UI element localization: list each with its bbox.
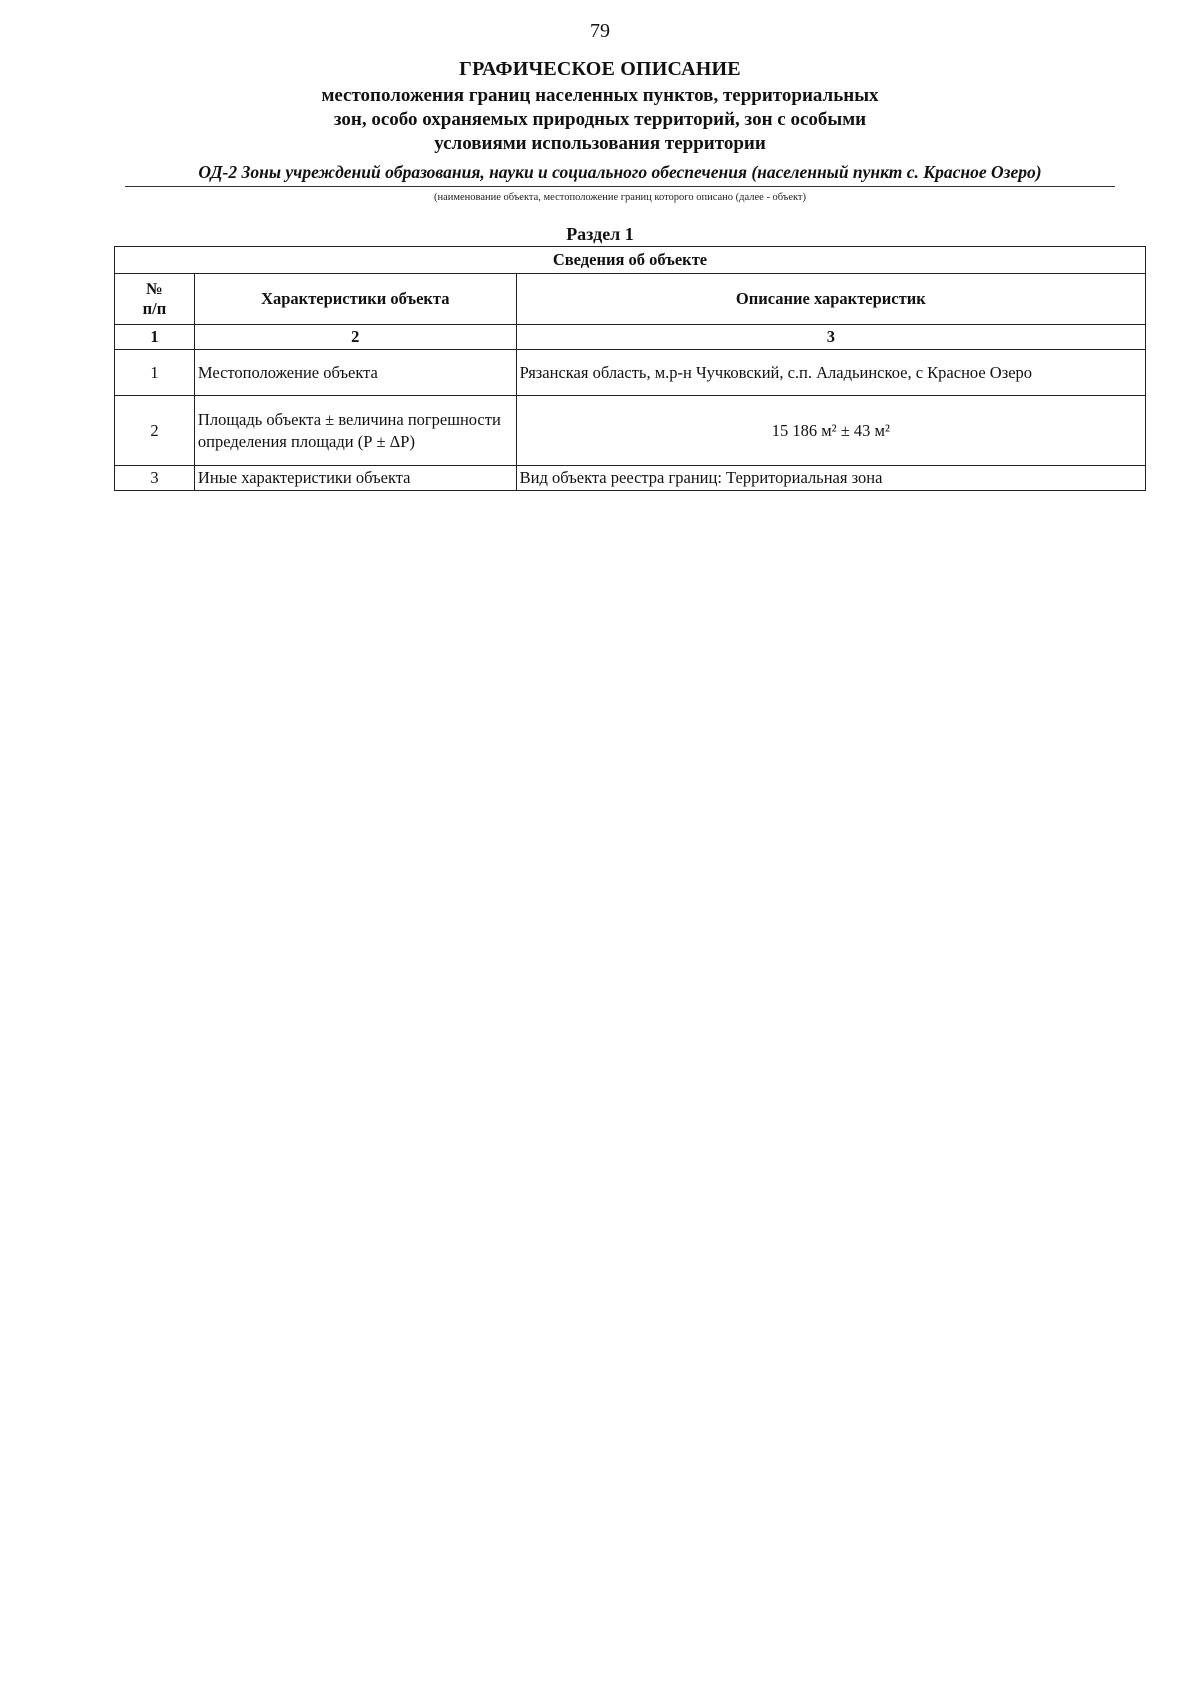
section-label: Раздел 1 [566, 224, 634, 244]
header-characteristics: Характеристики объекта [194, 274, 516, 325]
row-characteristic: Местоположение объекта [194, 350, 516, 396]
row-description: 15 186 м² ± 43 м² [516, 396, 1145, 466]
header-num [115, 274, 195, 325]
subtitle-line-2: зон, особо охраняемых природных территорий, зон с особыми [333, 109, 867, 130]
header-num-line1: № [146, 279, 163, 298]
object-info-table [114, 246, 1146, 491]
header-description: Описание характеристик [516, 274, 1145, 325]
column-index-3: 3 [516, 325, 1145, 350]
object-name-caption: (наименование объекта, местоположение границ которого описано (далее - объект) [433, 192, 807, 203]
document-subtitle [250, 84, 950, 156]
row-description: Рязанская область, м.р-н Чучковский, с.п. Аладьинское, с Красное Озеро [516, 350, 1145, 396]
header-num-line2: п/п [142, 299, 167, 318]
table-caption: Сведения об объекте [115, 247, 1146, 274]
table-index-row [115, 325, 1146, 350]
row-num: 3 [115, 466, 195, 491]
subtitle-line-3: условиями использования территории [434, 133, 766, 154]
object-name: ОД-2 Зоны учреждений образования, науки и социального обеспечения (населенный пункт с. Красное Озеро) [125, 162, 1115, 187]
page-number: 79 [590, 20, 610, 42]
row-description: Вид объекта реестра границ: Территориальная зона [516, 466, 1145, 491]
document-title: ГРАФИЧЕСКОЕ ОПИСАНИЕ [459, 58, 741, 80]
column-index-2: 2 [194, 325, 516, 350]
table-row [115, 350, 1146, 396]
row-num: 1 [115, 350, 195, 396]
column-index-1: 1 [115, 325, 195, 350]
table-caption-row [115, 247, 1146, 274]
row-characteristic: Иные характеристики объекта [194, 466, 516, 491]
row-characteristic: Площадь объекта ± величина погрешности определения площади (Р ± ΔР) [194, 396, 516, 466]
table-header-row [115, 274, 1146, 325]
row-num: 2 [115, 396, 195, 466]
subtitle-line-1: местоположения границ населенных пунктов, территориальных [321, 85, 879, 106]
table-row [115, 466, 1146, 491]
table-row [115, 396, 1146, 466]
